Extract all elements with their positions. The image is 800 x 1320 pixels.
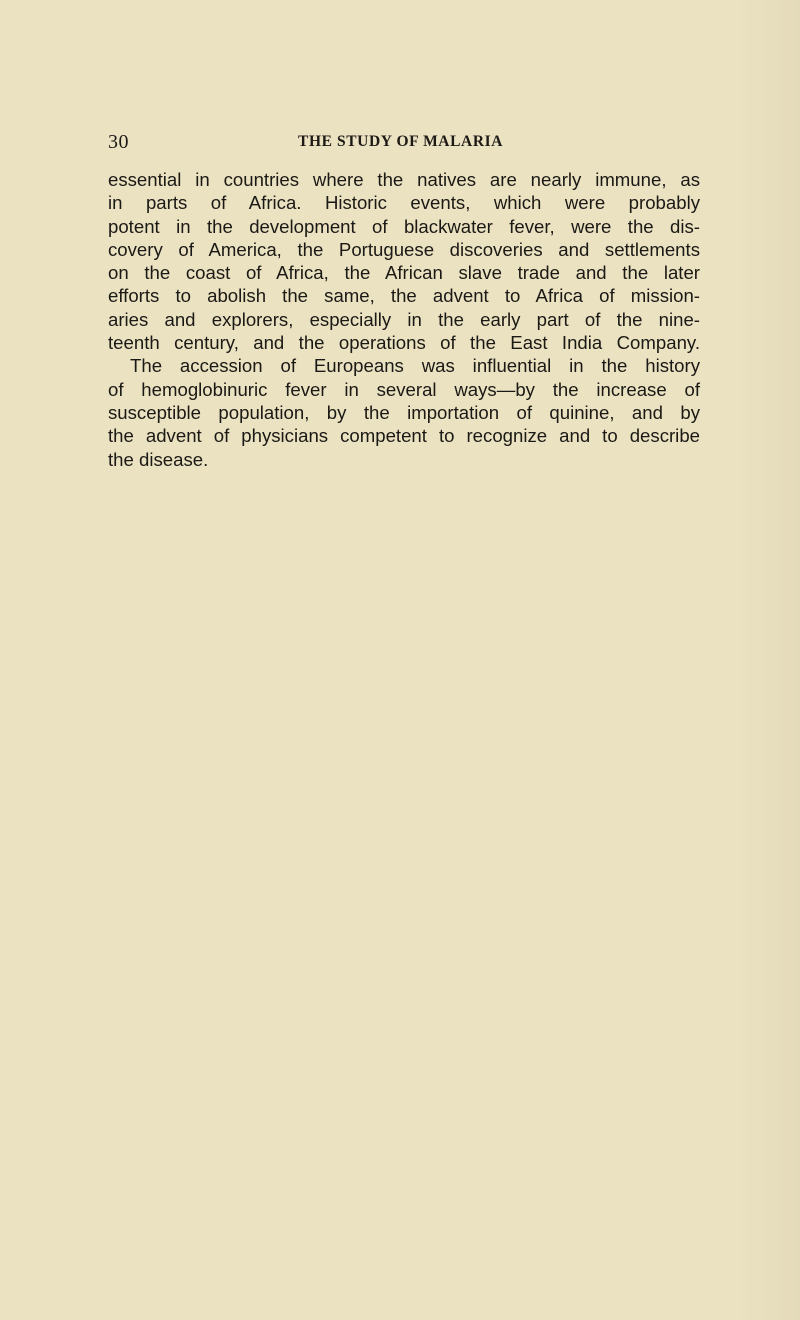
body-text	[108, 168, 700, 471]
text-line: essential in countries where the natives are nearly immune, as	[108, 169, 700, 190]
text-line: on the coast of Africa, the African slave trade and the later	[108, 262, 700, 284]
text-line: aries and explorers, especially in the early part of the nine-	[108, 308, 700, 330]
text-line: in parts of Africa. Historic events, which were probably	[108, 192, 700, 214]
text-line: the advent of physicians competent to recognize and to describe	[108, 425, 700, 447]
text-line: of hemoglobinuric fever in several ways—by the increase of	[108, 378, 700, 400]
text-line: the disease.	[108, 448, 209, 470]
text-line: The accession of Europeans was influential in the history	[130, 355, 700, 377]
running-title: THE STUDY OF MALARIA	[298, 133, 504, 150]
text-line: covery of America, the Portuguese discoveries and settlements	[108, 238, 700, 260]
text-line: susceptible population, by the importation of quinine, and by	[108, 401, 700, 423]
text-line: teenth century, and the operations of the East India Company.	[108, 332, 700, 354]
text-line: efforts to abolish the same, the advent to Africa of mission-	[108, 285, 700, 307]
running-header	[108, 131, 698, 157]
page-number: 30	[108, 131, 129, 153]
text-line: potent in the development of blackwater fever, were the dis-	[108, 215, 700, 237]
